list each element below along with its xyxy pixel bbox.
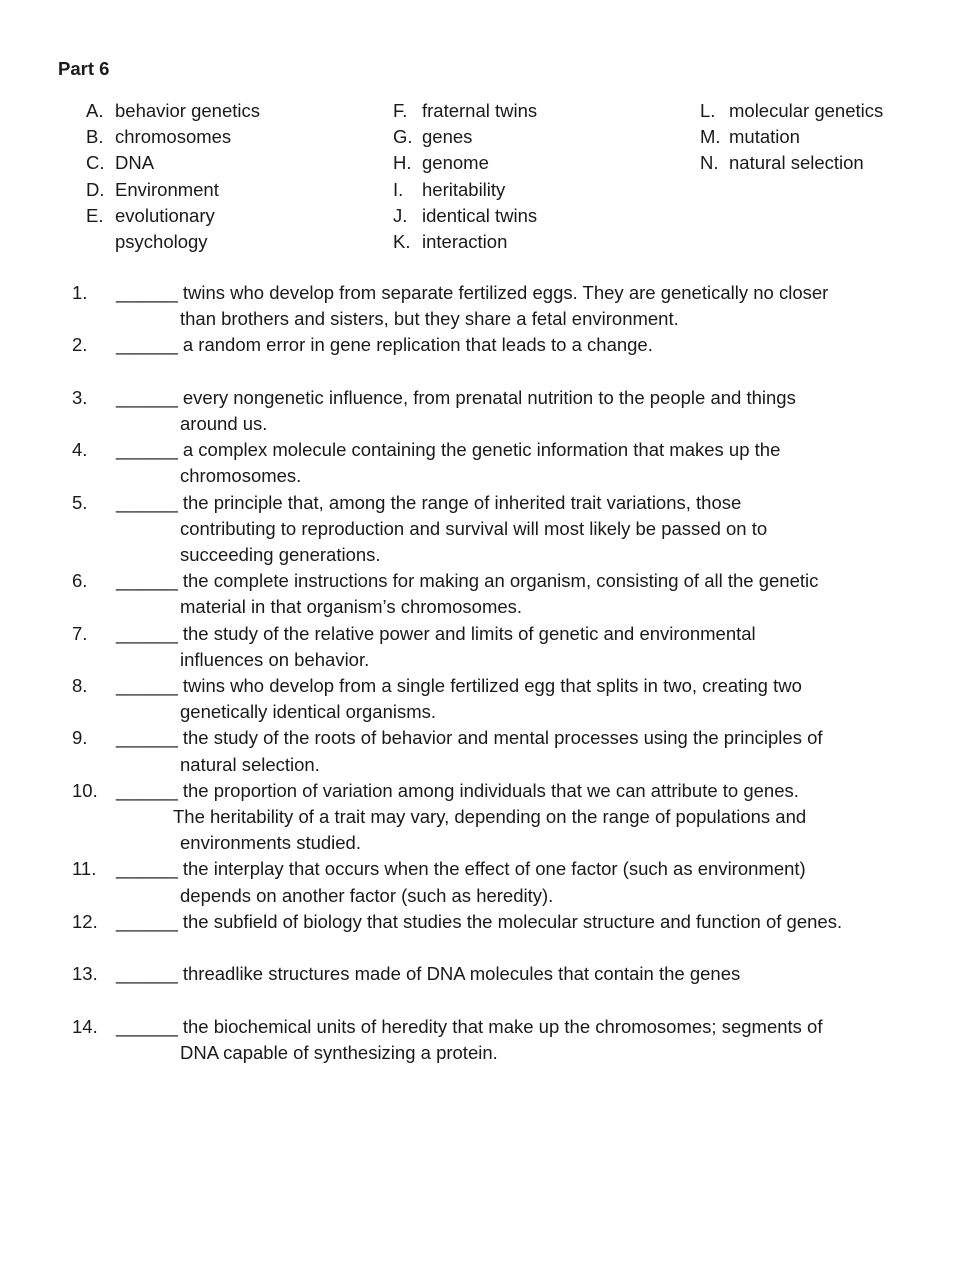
- question-item: [0, 568, 979, 620]
- word-bank-column: [700, 98, 930, 177]
- word-bank-item: [393, 203, 623, 229]
- answer-blank[interactable]: ______: [116, 1015, 178, 1037]
- question-continuation: depends on another factor (such as heredity).: [180, 884, 554, 906]
- word-bank-term: genes: [422, 126, 473, 148]
- question-text: twins who develop from a single fertilized egg that splits in two, creating two: [177, 675, 802, 697]
- word-bank-letter: L.: [700, 100, 716, 121]
- question-continuation: The heritability of a trait may vary, depending on the range of populations and: [173, 806, 807, 828]
- question-text: a random error in gene replication that leads to a change.: [177, 334, 653, 356]
- question-first-line: [0, 909, 979, 935]
- answer-blank[interactable]: ______: [116, 858, 178, 880]
- word-bank-item: [700, 124, 930, 150]
- word-bank-item: [86, 203, 306, 255]
- word-bank-term: genome: [422, 152, 489, 174]
- word-bank-letter: B.: [86, 126, 104, 148]
- question-first-line: [0, 568, 979, 594]
- question-text: twins who develop from separate fertilized eggs. They are genetically no closer: [177, 282, 829, 303]
- answer-blank[interactable]: ______: [116, 675, 178, 697]
- answer-blank[interactable]: ______: [116, 910, 178, 932]
- question-number: 2.: [72, 334, 88, 356]
- word-bank-letter: C.: [86, 152, 105, 174]
- question-list: [0, 280, 979, 1066]
- word-bank-letter: J.: [393, 204, 408, 226]
- question-number: 10.: [72, 779, 98, 801]
- word-bank-term: fraternal twins: [422, 100, 538, 121]
- question-number: 6.: [72, 570, 88, 592]
- word-bank-term: molecular genetics: [729, 100, 884, 121]
- answer-blank[interactable]: ______: [116, 622, 178, 644]
- question-item: [0, 856, 979, 908]
- question-item: [0, 280, 979, 332]
- question-continuation: around us.: [180, 413, 268, 434]
- question-continuation: material in that organism’s chromosomes.: [180, 596, 523, 618]
- question-continuation: genetically identical organisms.: [180, 701, 437, 723]
- answer-blank[interactable]: ______: [116, 727, 178, 749]
- question-first-line: [0, 332, 979, 358]
- question-continuation: natural selection.: [180, 753, 320, 775]
- question-number: 12.: [72, 910, 98, 932]
- word-bank-item: [393, 124, 623, 150]
- question-text: the complete instructions for making an organism, consisting of all the genetic: [177, 570, 819, 592]
- question-item: [0, 490, 979, 569]
- word-bank-term: behavior genetics: [115, 100, 261, 121]
- question-continuation: influences on behavior.: [180, 648, 370, 670]
- question-first-line: [0, 280, 979, 306]
- question-text: threadlike structures made of DNA molecules that contain the genes: [177, 963, 741, 985]
- question-continuation: succeeding generations.: [180, 544, 381, 566]
- question-first-line: [0, 437, 979, 463]
- word-bank-term: DNA: [115, 152, 155, 174]
- page-title: Part 6: [58, 58, 110, 79]
- answer-blank[interactable]: ______: [116, 334, 178, 356]
- word-bank-item: [393, 177, 623, 203]
- question-item: [0, 385, 979, 437]
- word-bank-item: [86, 98, 306, 124]
- word-bank-term: mutation: [729, 126, 800, 148]
- question-continuation: environments studied.: [180, 832, 361, 854]
- answer-blank[interactable]: ______: [116, 439, 178, 461]
- question-text: the biochemical units of heredity that make up the chromosomes; segments of: [177, 1015, 823, 1037]
- answer-blank[interactable]: ______: [116, 491, 178, 513]
- spacer: [0, 987, 979, 1013]
- word-bank-item: [700, 150, 930, 176]
- word-bank-letter: M.: [700, 126, 721, 148]
- question-number: 14.: [72, 1015, 98, 1037]
- question-text: the study of the roots of behavior and mental processes using the principles of: [177, 727, 823, 749]
- word-bank-letter: N.: [700, 152, 719, 174]
- word-bank-term: interaction: [422, 231, 508, 253]
- word-bank-letter: A.: [86, 100, 104, 121]
- word-bank-column: [393, 98, 623, 255]
- spacer: [0, 359, 979, 385]
- question-continuation: DNA capable of synthesizing a protein.: [180, 1041, 498, 1063]
- answer-blank[interactable]: ______: [116, 386, 178, 408]
- question-number: 1.: [72, 282, 88, 303]
- word-bank-term: identical twins: [422, 204, 538, 226]
- question-first-line: [0, 961, 979, 987]
- question-continuation: than brothers and sisters, but they share a fetal environment.: [180, 308, 679, 330]
- question-number: 4.: [72, 439, 88, 461]
- question-number: 3.: [72, 386, 88, 408]
- question-first-line: [0, 385, 979, 411]
- question-first-line: [0, 673, 979, 699]
- word-bank-term: evolutionary psychology: [115, 204, 215, 253]
- question-text: the interplay that occurs when the effect of one factor (such as environment): [177, 858, 806, 880]
- word-bank-item: [393, 229, 623, 255]
- question-number: 8.: [72, 675, 88, 697]
- question-number: 9.: [72, 727, 88, 749]
- question-first-line: [0, 621, 979, 647]
- word-bank-item: [86, 150, 306, 176]
- word-bank-letter: K.: [393, 231, 411, 253]
- question-first-line: [0, 490, 979, 516]
- answer-blank[interactable]: ______: [116, 570, 178, 592]
- word-bank-item: [700, 98, 930, 124]
- question-item: [0, 1014, 979, 1066]
- question-first-line: [0, 856, 979, 882]
- question-continuation: chromosomes.: [180, 465, 302, 487]
- question-continuation: contributing to reproduction and survival will most likely be passed on to: [180, 517, 768, 539]
- question-item: [0, 961, 979, 987]
- question-item: [0, 909, 979, 935]
- word-bank-item: [393, 98, 623, 124]
- word-bank-item: [393, 150, 623, 176]
- question-first-line: [0, 1014, 979, 1040]
- word-bank-letter: H.: [393, 152, 412, 174]
- question-text: a complex molecule containing the genetic information that makes up the: [177, 439, 781, 461]
- spacer: [0, 935, 979, 961]
- word-bank: [0, 98, 979, 268]
- question-text: every nongenetic influence, from prenatal nutrition to the people and things: [177, 386, 796, 408]
- question-text: the principle that, among the range of inherited trait variations, those: [177, 491, 742, 513]
- word-bank-term: chromosomes: [115, 126, 232, 148]
- question-text: the proportion of variation among individuals that we can attribute to genes.: [177, 779, 799, 801]
- question-first-line: [0, 725, 979, 751]
- question-number: 7.: [72, 622, 88, 644]
- answer-blank[interactable]: ______: [116, 963, 178, 985]
- question-number: 5.: [72, 491, 88, 513]
- word-bank-letter: G.: [393, 126, 413, 148]
- word-bank-letter: F.: [393, 100, 408, 121]
- word-bank-letter: I.: [393, 178, 404, 200]
- question-number: 13.: [72, 963, 98, 985]
- word-bank-column: [86, 98, 306, 255]
- question-item: [0, 673, 979, 725]
- question-item: [0, 437, 979, 489]
- word-bank-term: natural selection: [729, 152, 864, 174]
- question-item: [0, 725, 979, 777]
- word-bank-item: [86, 124, 306, 150]
- word-bank-letter: E.: [86, 204, 104, 226]
- word-bank-term: Environment: [115, 178, 219, 200]
- word-bank-letter: D.: [86, 178, 105, 200]
- question-number: 11.: [72, 858, 97, 880]
- question-text: the study of the relative power and limits of genetic and environmental: [177, 622, 756, 644]
- word-bank-term: heritability: [422, 178, 506, 200]
- question-item: [0, 778, 979, 857]
- answer-blank[interactable]: ______: [116, 779, 178, 801]
- question-item: [0, 621, 979, 673]
- word-bank-item: [86, 177, 306, 203]
- question-item: [0, 332, 979, 358]
- question-text: the subfield of biology that studies the molecular structure and function of genes.: [177, 910, 843, 932]
- answer-blank[interactable]: ______: [116, 282, 178, 303]
- question-first-line: [0, 778, 979, 804]
